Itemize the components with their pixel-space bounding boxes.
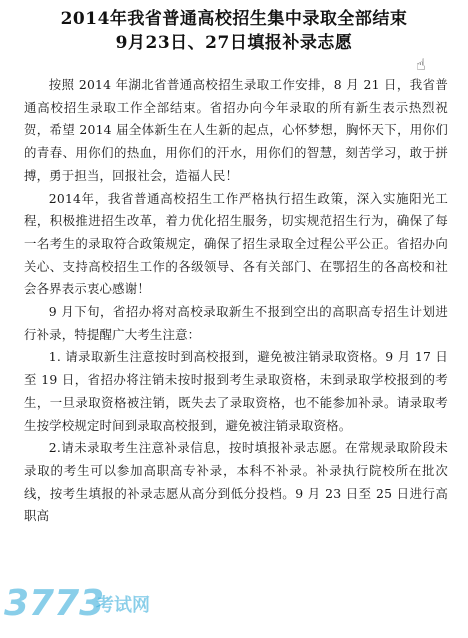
document-body <box>24 74 448 528</box>
watermark-number: 3773 <box>4 583 105 624</box>
site-watermark <box>4 580 234 630</box>
paragraph-5: 2.请未录取考生注意补录信息，按时填报补录志愿。在常规录取阶段未录取的考生可以参加高职高专补录，本科不补录。补录执行院校所在批次线，按考生填报的补录志愿从高分到低分投档。9 月 23 日至 25 日进行高职高 <box>24 440 448 524</box>
document-title-line-2: 9月23日、27日填报补录志愿 <box>115 33 353 53</box>
watermark-text: 考试网 <box>96 595 150 616</box>
document-title-line-1: 2014年我省普通高校招生集中录取全部结束 <box>60 9 408 29</box>
hand-cursor-icon: ☝ <box>416 55 426 74</box>
paragraph-2: 2014年，我省普通高校招生工作严格执行招生政策，深入实施阳光工程，积极推进招生改革，着力优化招生服务，切实规范招生行为，确保了每一名考生的录取符合政策规定，确保了招生录取全过程公平公正。省招办向关心、支持高校招生工作的各级领导、各有关部门、在鄂招生的各高校和社会各界表示衷心感谢！ <box>24 190 448 297</box>
paragraph-3: 9 月下旬，省招办将对高校录取新生不报到空出的高职高专招生计划进行补录，特提醒广大考生注意： <box>24 304 448 342</box>
paragraph-1: 按照 2014 年湖北省普通高校招生录取工作安排，8 月 21 日，我省普通高校招生录取工作全部结束。省招办向今年录取的所有新生表示热烈祝贺，希望 2014 届全体新生在人生新的起点，心怀梦想，胸怀天下，用你们的青春、用你们的热血，用你们的汗水，用你们的智慧，刻苦学习，敢于拼搏，勇于担当，回报社会，造福人民！ <box>24 77 448 183</box>
paragraph-4: 1. 请录取新生注意按时到高校报到，避免被注销录取资格。9 月 17 日至 19 日，省招办将注销未按时报到考生录取资格，未到录取学校报到的考生，一旦录取资格被注销，既失去了录取资格，也不能参加补录。请录取考生按学校规定时间到录取高校报到，避免被注销录取资格。 <box>24 349 448 433</box>
